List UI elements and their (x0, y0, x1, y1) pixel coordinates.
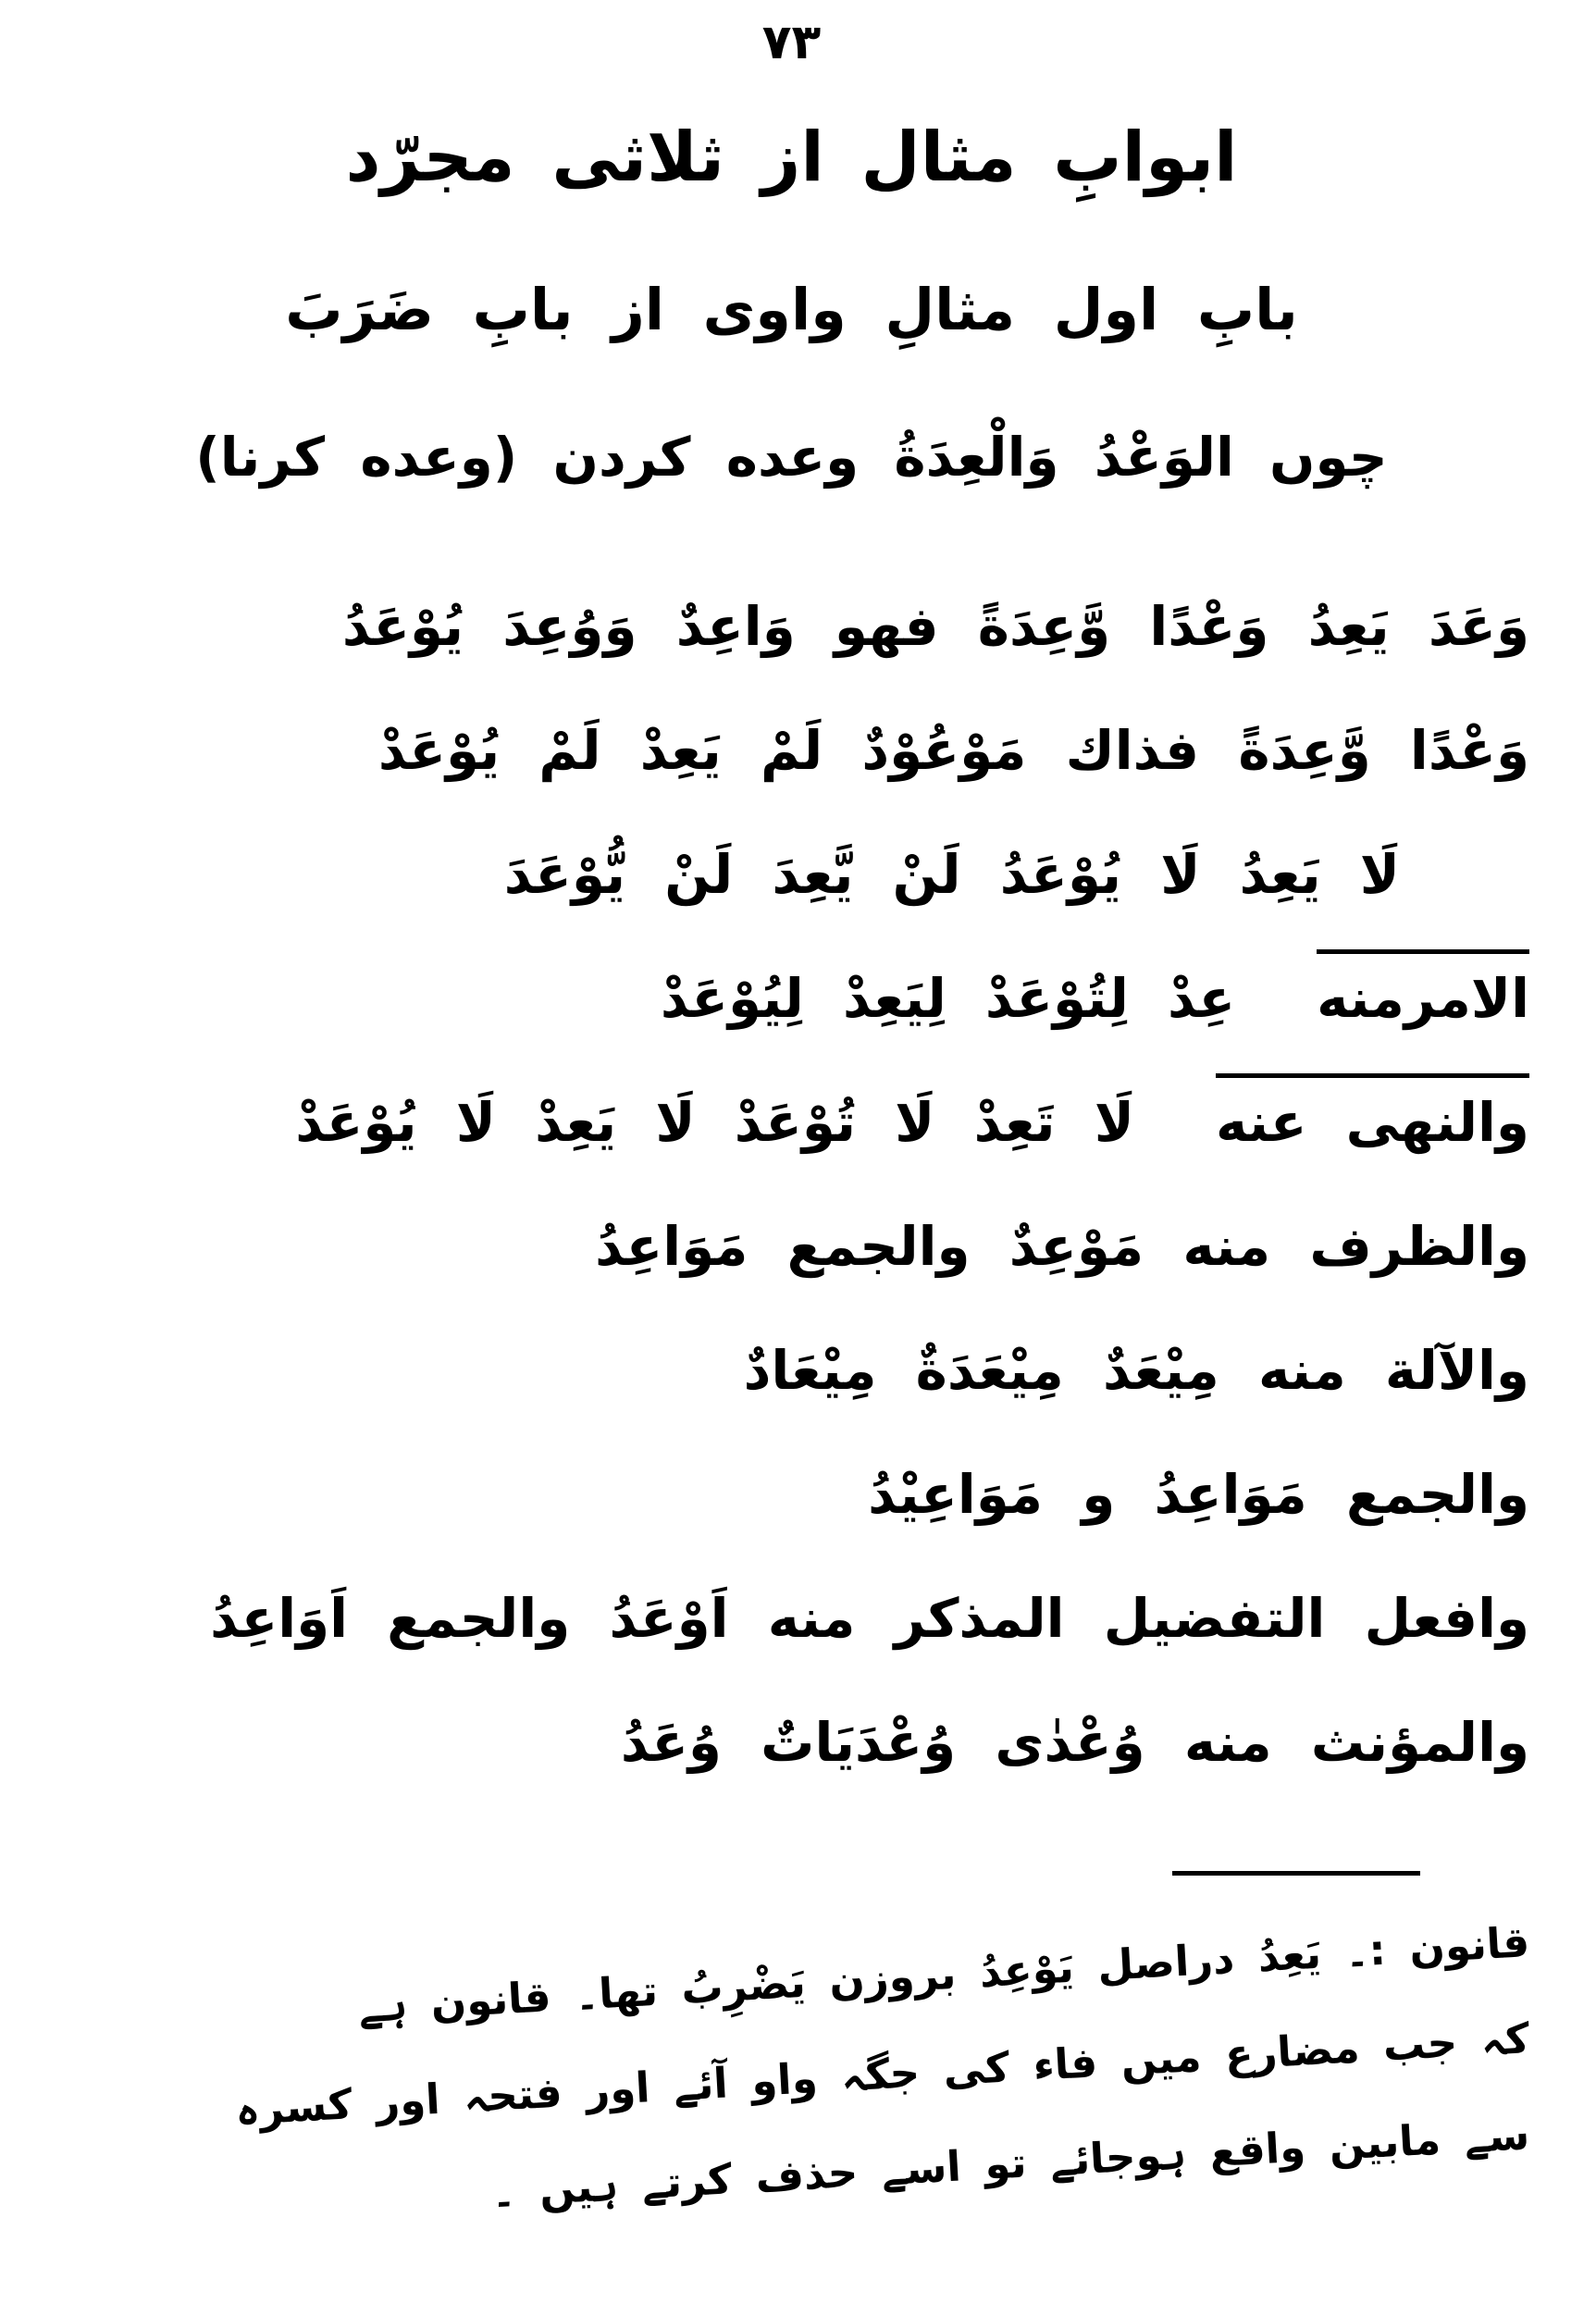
conjugation-line: وَعَدَ يَعِدُ وَعْدًا وَّعِدَةً فهو وَاعِدٌ وَوُعِدَ يُوْعَدُ (341, 595, 1529, 658)
chapter-subtitle: بابِ اول مثالِ واوی از بابِ ضَرَبَ (285, 276, 1298, 343)
footnote-line: سے مابین واقع ہوجائے تو اسے حذف کرتے ہیں ۔ (489, 2110, 1531, 2217)
conjugation-forms: لَا تَعِدْ لَا تُوْعَدْ لَا يَعِدْ لَا يُوْعَدْ (295, 1091, 1134, 1154)
conjugation-line: لَا يَعِدُ لَا يُوْعَدُ لَنْ يَّعِدَ لَنْ يُّوْعَدَ (503, 843, 1400, 906)
conjugation-line: والآلة منه مِيْعَدٌ مِيْعَدَةٌ مِيْعَادٌ (743, 1339, 1529, 1402)
conjugation-table (54, 564, 1529, 1804)
conjugation-line: وافعل التفضيل المذكر منه اَوْعَدُ والجمع اَوَاعِدُ (210, 1587, 1529, 1650)
chapter-title: ابوابِ مثال از ثلاثی مجرّد (345, 118, 1238, 197)
footnote (54, 1894, 1531, 2217)
footnote-line: کہ جب مضارع میں فاء کی جگہ واو آئے اور فتحہ اور کسرہ (233, 2013, 1531, 2136)
verb-meaning-line: چوں الوَعْدُ وَالْعِدَةُ وعده کردن (وعده کرنا) (195, 426, 1388, 489)
imperative-headword: الامرمنه (1317, 949, 1529, 1037)
conjugation-line: والظرف منه مَوْعِدٌ والجمع مَوَاعِدُ (595, 1215, 1529, 1278)
footnote-divider (1172, 1871, 1420, 1876)
conjugation-line: والجمع مَوَاعِدُ و مَوَاعِيْدُ (868, 1463, 1529, 1526)
conjugation-line: وَعْدًا وَّعِدَةً فذاك مَوْعُوْدٌ لَمْ يَعِدْ لَمْ يُوْعَدْ (377, 719, 1529, 782)
footnote-line: قانون :۔ يَعِدُ دراصل يَوْعِدُ بروزن يَضْرِبُ تھا۔ قانون ہے (356, 1917, 1531, 2032)
prohibition-headword: والنهى عنه (1216, 1073, 1529, 1161)
page-number: ۷۳ (761, 15, 822, 70)
conjugation-line: والمؤنث منه وُعْدٰى وُعْدَيَاتٌ وُعَدُ (620, 1711, 1529, 1774)
conjugation-line (54, 1060, 1529, 1184)
conjugation-line (54, 936, 1529, 1060)
conjugation-forms: عِدْ لِتُوْعَدْ لِيَعِدْ لِيُوْعَدْ (660, 967, 1236, 1030)
